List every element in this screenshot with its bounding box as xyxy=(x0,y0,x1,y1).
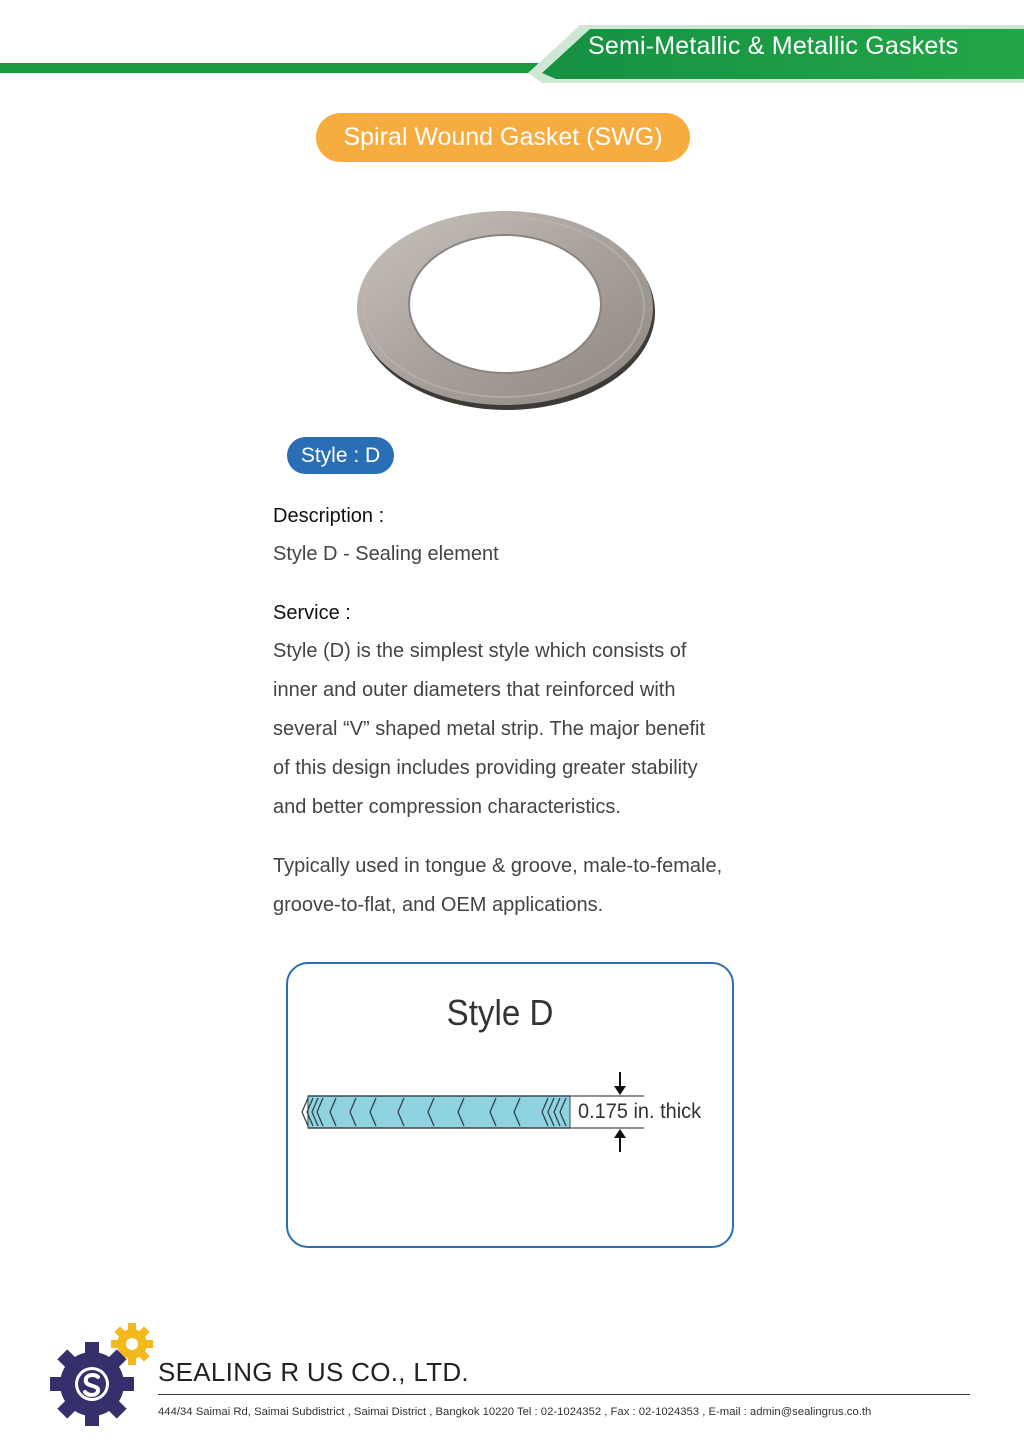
style-diagram-card xyxy=(286,962,734,1248)
header-green-rule xyxy=(0,63,560,73)
diagram-title: Style D xyxy=(446,992,554,1033)
service-line: Style (D) is the simplest style which consists of xyxy=(273,640,687,662)
service-line: of this design includes providing greater stability xyxy=(273,757,698,779)
gasket-ring-photo xyxy=(355,195,670,455)
typical-use-line: Typically used in tongue & groove, male-to-female, xyxy=(273,855,723,877)
service-paragraph xyxy=(273,632,705,827)
company-name: SEALING R US CO., LTD. xyxy=(158,1357,469,1387)
footer-divider xyxy=(158,1394,970,1395)
typical-use-paragraph xyxy=(273,847,722,925)
service-line: and better compression characteristics. xyxy=(273,796,621,818)
description-text: Style D - Sealing element xyxy=(273,543,499,565)
thickness-label: 0.175 in. thick xyxy=(578,1100,702,1123)
product-title: Spiral Wound Gasket (SWG) xyxy=(316,113,690,162)
gear-logo-icon xyxy=(48,1320,158,1430)
style-badge: Style : D xyxy=(287,437,394,474)
service-heading: Service : xyxy=(273,602,351,624)
service-line: several “V” shaped metal strip. The major benefit xyxy=(273,718,706,740)
service-line: inner and outer diameters that reinforced with xyxy=(273,679,676,701)
typical-use-line: groove-to-flat, and OEM applications. xyxy=(273,894,604,916)
section-title: Semi-Metallic & Metallic Gaskets xyxy=(588,32,959,60)
description-heading: Description : xyxy=(273,505,385,527)
company-address: 444/34 Saimai Rd, Saimai Subdistrict , Saimai District , Bangkok 10220 Tel : 02-1024352 , Fax : 02-1024353 , E-mail : admin@sealingrus.co.th xyxy=(158,1406,872,1418)
